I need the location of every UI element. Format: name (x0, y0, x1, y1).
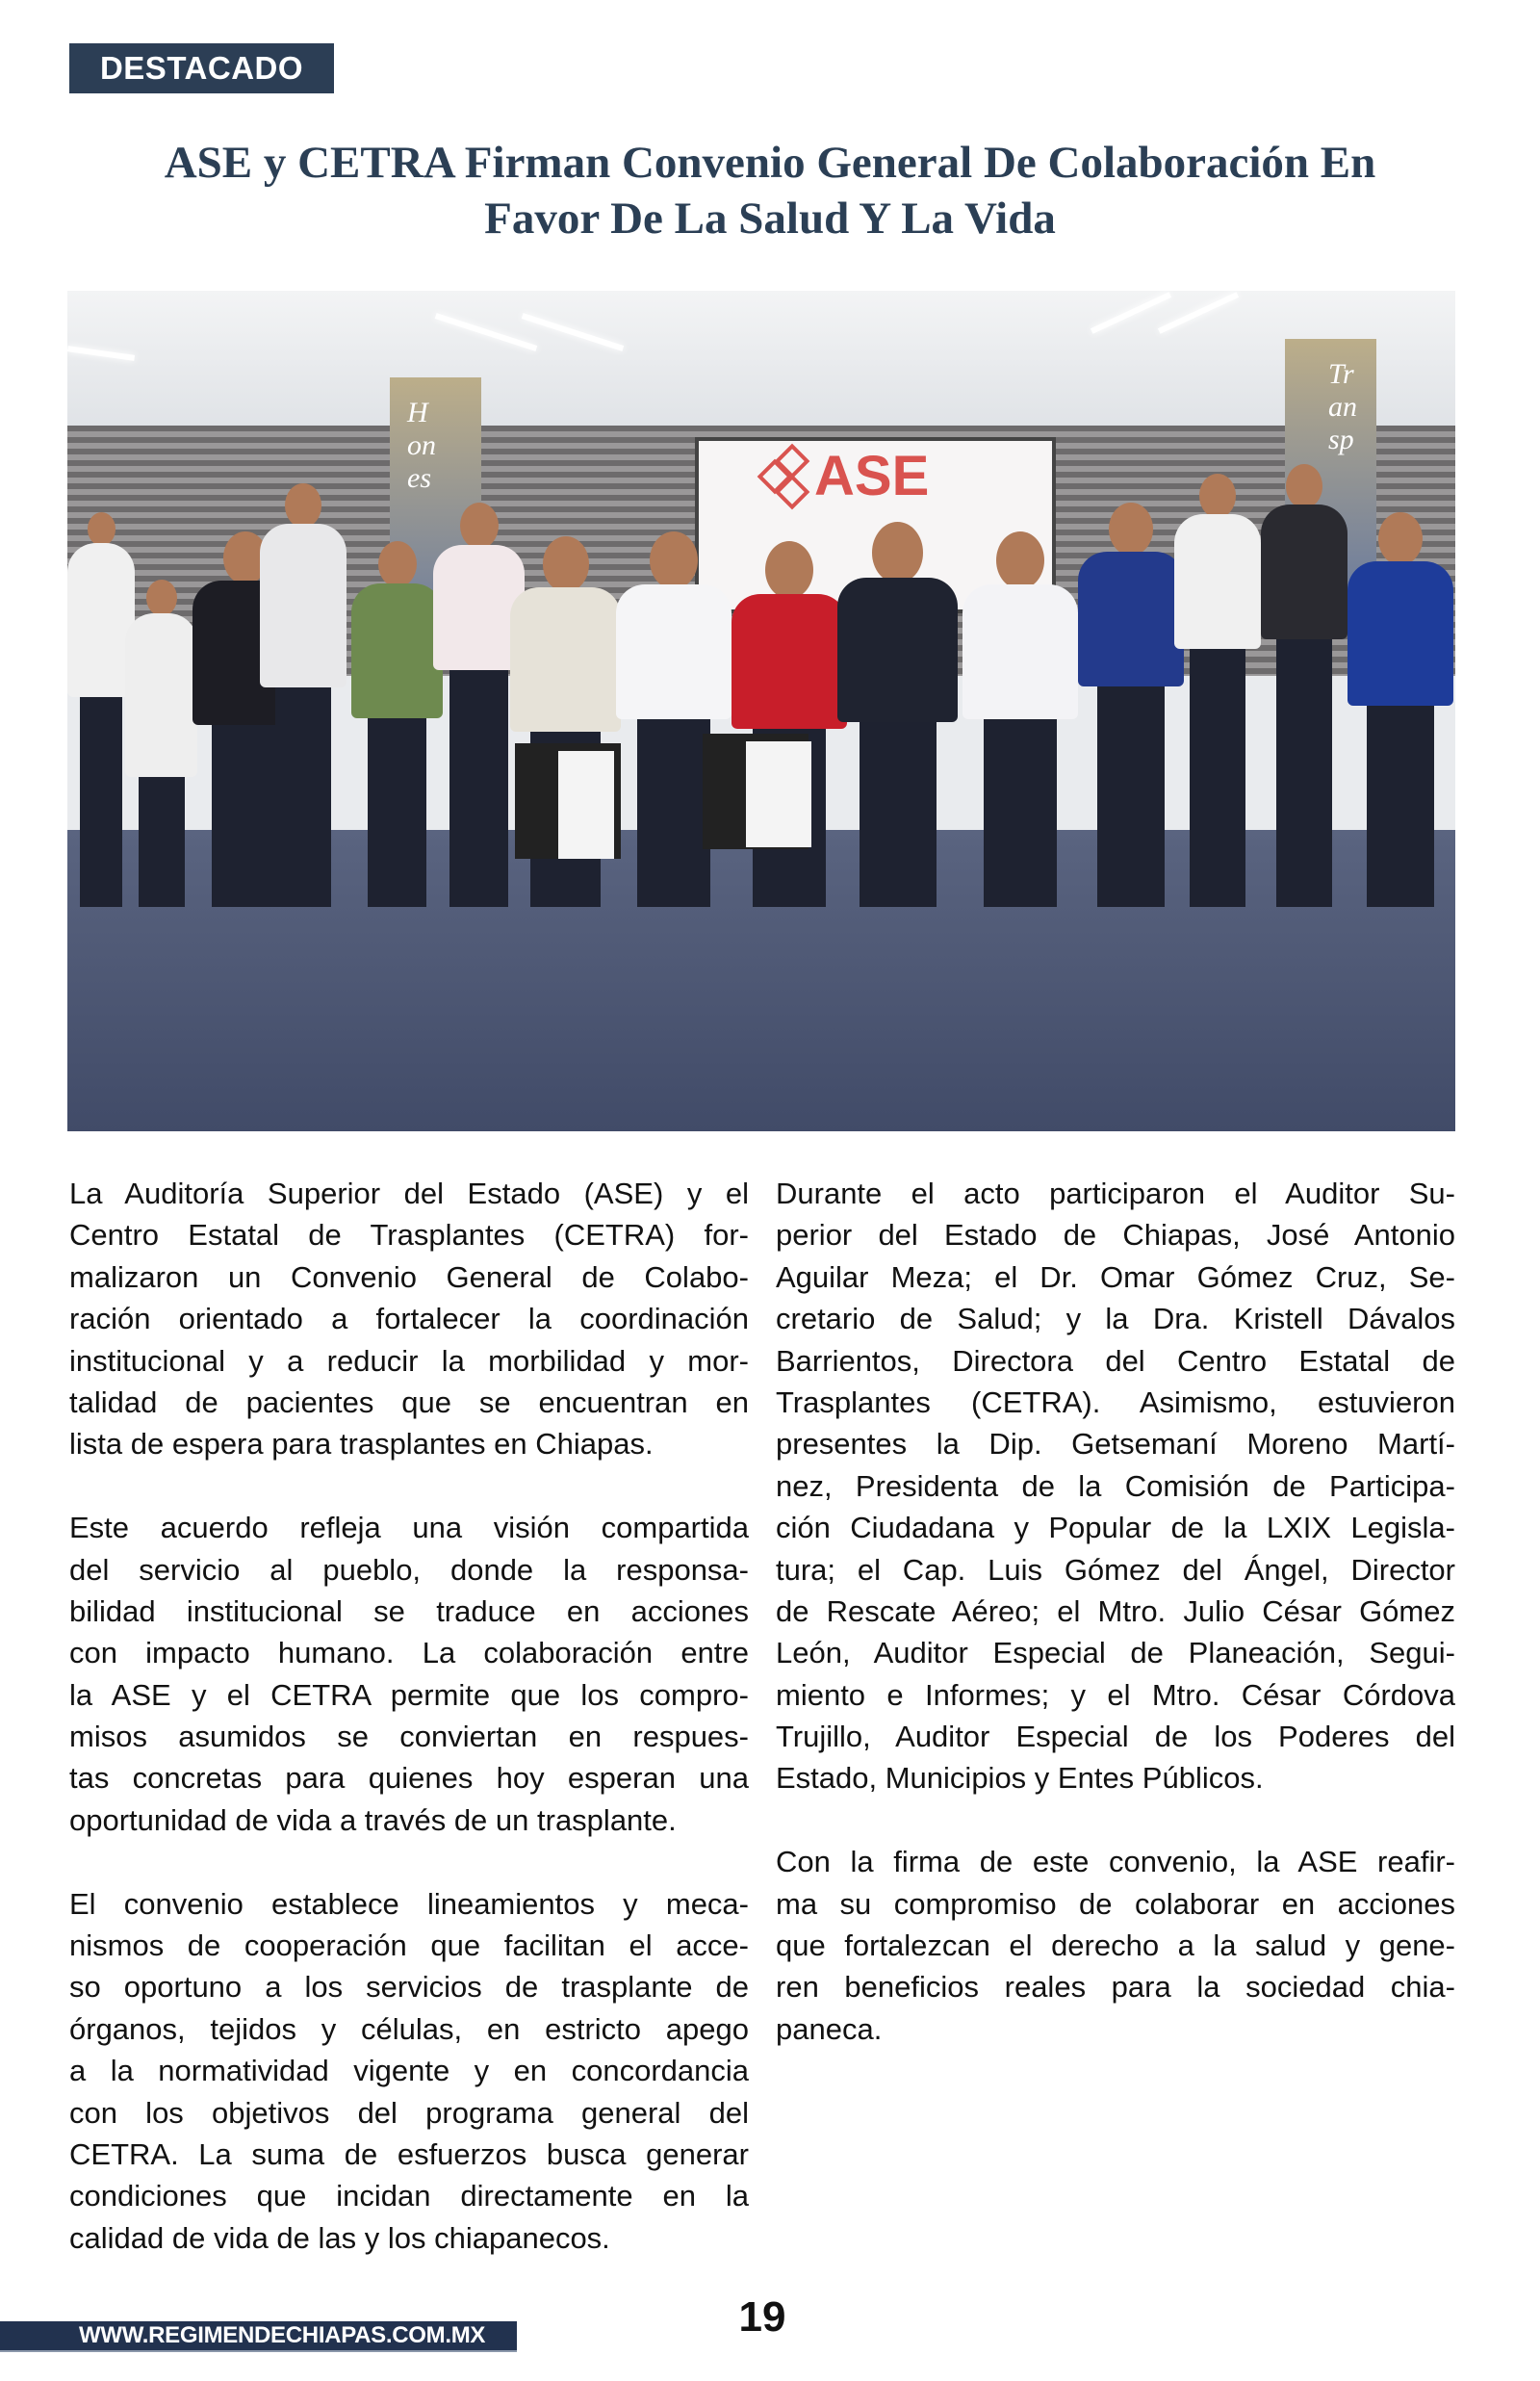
paragraph-line: lista de espera para trasplantes en Chiapas. (69, 1427, 654, 1462)
paragraph-line: que fortalezcan el derecho a la salud y gene- (776, 1928, 1455, 1963)
paragraph-line: Estado, Municipios y Entes Públicos. (776, 1761, 1264, 1796)
paragraph-line: CETRA. La suma de esfuerzos busca generar (69, 2136, 749, 2171)
article-paragraph (776, 1841, 1455, 2050)
paragraph-line: Barrientos, Directora del Centro Estatal de (776, 1343, 1455, 1378)
paragraph-line: Trujillo, Auditor Especial de los Poderes del (776, 1720, 1455, 1754)
paragraph-line: oportunidad de vida a través de un trasplante. (69, 1802, 677, 1837)
paragraph-line: nez, Presidenta de la Comisión de Participa- (776, 1468, 1455, 1503)
paragraph-line: Trasplantes (CETRA). Asimismo, estuvieron (776, 1385, 1455, 1419)
paragraph-line: presentes la Dip. Getsemaní Moreno Martí- (776, 1427, 1455, 1462)
paragraph-line: Aguilar Meza; el Dr. Omar Gómez Cruz, Se- (776, 1259, 1455, 1294)
paragraph-line: tura; el Cap. Luis Gómez del Ángel, Director (776, 1552, 1455, 1587)
paragraph-line: del servicio al pueblo, donde la responsa- (69, 1552, 749, 1587)
article-paragraph (69, 1507, 749, 1841)
paragraph-line: Centro Estatal de Trasplantes (CETRA) for- (69, 1218, 749, 1253)
paragraph-line: paneca. (776, 2011, 883, 2046)
paragraph-line: Con la firma de este convenio, la ASE reafir- (776, 1845, 1455, 1879)
paragraph-line: calidad de vida de las y los chiapanecos. (69, 2220, 610, 2255)
paragraph-line: la ASE y el CETRA permite que los compro- (69, 1677, 749, 1712)
section-badge: DESTACADO (69, 43, 334, 93)
paragraph-line: bilidad institucional se traduce en acciones (69, 1593, 749, 1628)
ceiling (67, 291, 1455, 435)
paragraph-line: órganos, tejidos y células, en estricto apego (69, 2011, 749, 2046)
agreement-document (746, 741, 811, 847)
paragraph-line: cretario de Salud; y la Dra. Kristell Dávalos (776, 1302, 1455, 1336)
article-paragraph (69, 1883, 749, 2260)
paragraph-line: malizaron un Convenio General de Colabo- (69, 1259, 749, 1294)
article-column-left (69, 1173, 749, 2301)
event-photo (67, 291, 1455, 1131)
paragraph-line: a la normatividad vigente y en concordancia (69, 2054, 749, 2088)
paragraph-line: condiciones que incidan directamente en la (69, 2179, 749, 2213)
paragraph-line: con los objetivos del programa general del (69, 2095, 749, 2130)
headline (58, 135, 1482, 246)
pillar-left-text: Hones (407, 397, 436, 494)
paragraph-line: talidad de pacientes que se encuentran en (69, 1385, 749, 1419)
paragraph-line: León, Auditor Especial de Planeación, Segui- (776, 1636, 1455, 1670)
paragraph-line: ma su compromiso de colaborar en acciones (776, 1886, 1455, 1921)
paragraph-line: ción Ciudadana y Popular de la LXIX Legisla- (776, 1511, 1455, 1545)
paragraph-line: institucional y a reducir la morbilidad y mor- (69, 1343, 749, 1378)
paragraph-line: so oportuno a los servicios de trasplante de (69, 1970, 749, 2005)
article-paragraph (69, 1173, 749, 1465)
screen-logo-text: ASE (814, 445, 930, 507)
paragraph-line: ren beneficios reales para la sociedad chia- (776, 1970, 1455, 2005)
footer-bar (0, 2321, 517, 2352)
paragraph-line: miento e Informes; y el Mtro. César Córdova (776, 1677, 1455, 1712)
headline-line-1: ASE y CETRA Firman Convenio General De Colaboración En (164, 138, 1376, 188)
headline-line-2: Favor De La Salud Y La Vida (484, 194, 1056, 244)
paragraph-line: La Auditoría Superior del Estado (ASE) y el (69, 1177, 749, 1210)
article-column-right (776, 1173, 1455, 2092)
paragraph-line: de Rescate Aéreo; el Mtro. Julio César Gómez (776, 1593, 1455, 1628)
paragraph-line: tas concretas para quienes hoy esperan una (69, 1761, 749, 1796)
paragraph-line: perior del Estado de Chiapas, José Antonio (776, 1218, 1455, 1253)
page-number: 19 (738, 2293, 786, 2341)
website-link[interactable]: WWW.REGIMENDECHIAPAS.COM.MX (79, 2322, 486, 2348)
paragraph-line: Este acuerdo refleja una visión compartida (69, 1511, 749, 1545)
paragraph-line: nismos de cooperación que facilitan el acce- (69, 1928, 749, 1963)
agreement-document (558, 751, 614, 859)
pillar-right-text: Transp (1328, 358, 1357, 455)
paragraph-line: misos asumidos se conviertan en respues- (69, 1720, 749, 1754)
paragraph-line: El convenio establece lineamientos y meca- (69, 1886, 749, 1921)
paragraph-line: Durante el acto participaron el Auditor Su- (776, 1177, 1455, 1210)
paragraph-line: con impacto humano. La colaboración entre (69, 1636, 749, 1670)
paragraph-line: ración orientado a fortalecer la coordinación (69, 1302, 749, 1336)
article-paragraph (776, 1173, 1455, 1799)
